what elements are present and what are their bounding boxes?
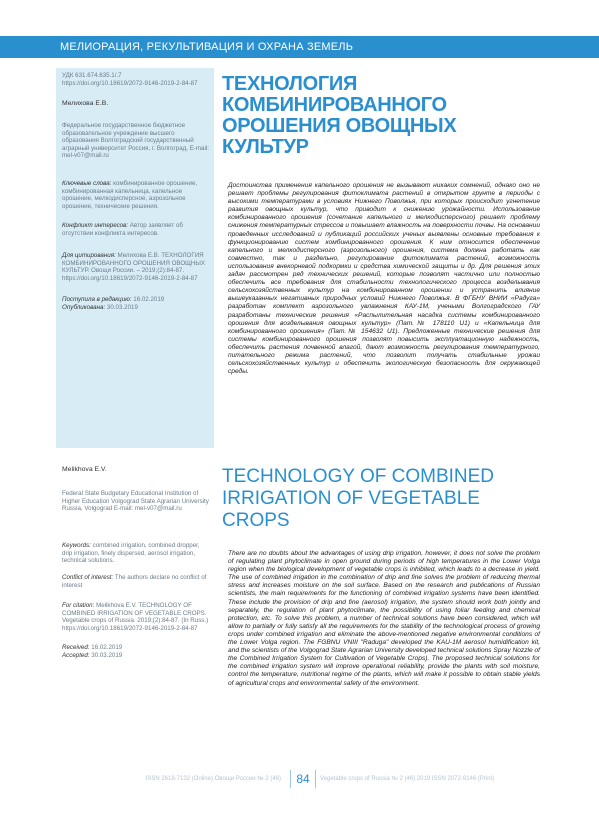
page-footer	[0, 770, 599, 790]
citation-text-en: Melikhova E.V. TECHNOLOGY OF COMBINED IRRIGATION OF VEGETABLE CROPS. Vegetable crops of Russia. 2019;(2):84-87. (In Russ.) https://doi.org/10.18619/2072-9146-2019-2-84-87	[62, 602, 209, 632]
footer-journal-ru: ISSN 2618-7132 (Online) Овощи России № 2 (46)	[145, 776, 281, 782]
udc: УДК 631.674.635.1/.7	[62, 72, 122, 79]
title-en: TECHNOLOGY OF COMBINED IRRIGATION OF VEGETABLE CROPS	[222, 466, 495, 531]
sidebar-ru	[56, 68, 214, 448]
citation-text: Мелихова Е.В. ТЕХНОЛОГИЯ КОМБИНИРОВАННОГО ОРОШЕНИЯ ОВОЩНЫХ КУЛЬТУР. Овощи России. – 2019;(2):84-87. https://doi.org/10.18619/2072-9146-2019-2-84-87	[62, 252, 205, 282]
citation-en	[62, 602, 210, 632]
keywords-en	[62, 542, 210, 565]
keywords-label: Ключевые слова:	[62, 180, 112, 187]
author-ru: Мелихова Е.В.	[62, 100, 109, 107]
citation-label-en: For citation:	[62, 602, 95, 609]
conflict-label-en: Conflict of interest:	[62, 574, 114, 581]
received-ru	[62, 296, 210, 304]
keywords-ru	[62, 180, 210, 210]
affiliation-ru: Федеральное государственное бюджетное образовательное учреждение высшего образования Волгоградский государственный аграрный университет Россия, г. Волгоград, E-mail: mel-v07@mail.ru	[62, 122, 209, 160]
accepted-label: Опубликована:	[62, 304, 106, 311]
abstract-en: There are no doubts about the advantages of using drip irrigation, however, it does not solve the problem of regulating plant phytoclimate in open ground during periods of high temperatures in the Lower Volga region when the biological development of vegetable crops is inhibited, which leads to a decrease in yield. The use of combined irrigation in the combination of drip and fine solves the problem of reducing thermal stress and increases moisture on the soil surface. Based on the research and publications of Russian scientists, the main requirements for the functioning of combined irrigation systems have been identified. These include the provision of drip and fine (aerosol) irrigation, the system should work both jointly and separately, the regulation of plant phytoclimate, the possibility of using foliar feeding and chemical protection, etc. To solve this problem, a number of technical solutions have been considered, which will allow to partially or fully satisfy all the requirements for the stability of the technological process of growing crops under combined irrigation and eliminate the above-mentioned negative environmental conditions of the Lower Volga region. The FGBNU VNIII "Raduga" developed the KAU-1M aerosol humidification kit, and the scientists of the Volgograd State Agrarian University developed technical solutions Spray Nozzle of the Combined Irrigation System for Cultivation of Vegetable Crops). The proposed technical solutions for the combined irrigation system will improve operational reliability, provide the plants with soil moisture, control the temperature, nutritional regime of the plants, which will make it possible to obtain stable yields of agricultural crops and environmental safety of the environment.	[228, 550, 540, 687]
conflict-text-en: The authors declare no conflict of interest	[62, 574, 207, 589]
citation-label: Для цитирования:	[62, 252, 116, 259]
conflict-en	[62, 574, 210, 589]
received-label: Поступила в редакцию:	[62, 296, 132, 303]
received-en	[62, 644, 210, 652]
received-label-en: Received:	[62, 644, 90, 651]
conflict-ru	[62, 222, 210, 237]
accepted-label-en: Accepted:	[62, 652, 90, 659]
accepted-date: 30.03.2019	[106, 304, 138, 311]
received-date-en: 16.02.2019	[91, 644, 123, 651]
conflict-text: Автор заявляет об отсутствии конфликта интересов.	[62, 222, 183, 237]
section-header: МЕЛИОРАЦИЯ, РЕКУЛЬТИВАЦИЯ И ОХРАНА ЗЕМЕЛЬ	[0, 36, 599, 58]
author-en: Melikhova E.V.	[62, 466, 107, 473]
accepted-date-en: 30.03.2019	[91, 652, 123, 659]
title-ru: ТЕХНОЛОГИЯ КОМБИНИРОВАННОГО ОРОШЕНИЯ ОВОЩНЫХ КУЛЬТУР	[222, 73, 457, 158]
page-number: 84	[290, 770, 316, 788]
keywords-text: комбинированное орошение, комбинированная капельница, капельное орошение, мелкодисперсное, аэрозольное орошение, технические решения.	[62, 180, 198, 210]
keywords-text-en: combined irrigation, combined dropper, drip irrigation, finely dispersed, aerosol irrigation, technical solutions.	[62, 542, 200, 565]
conflict-label: Конфликт интересов:	[62, 222, 129, 229]
citation-ru	[62, 252, 210, 282]
affiliation-en: Federal State Budgetary Educational Institution of Higher Education Volgograd State Agrarian University Russia, Volgograd E-mail: mel-v07@mail.ru	[62, 490, 209, 513]
accepted-en	[62, 652, 210, 660]
received-date: 16.02.2019	[133, 296, 165, 303]
keywords-label-en: Keywords:	[62, 542, 91, 549]
doi-link[interactable]: https://doi.org/10.18619/2072-9146-2019-2-84-87	[62, 80, 198, 87]
accepted-ru	[62, 304, 210, 312]
sidebar-en	[56, 458, 214, 688]
footer-journal-en: Vegetable crops of Russia № 2 (46) 2019 ISSN 2072-9146 (Print)	[320, 776, 495, 782]
abstract-ru: Достоинства применения капельного орошения не вызывают никаких сомнений, однако оно не решает проблемы регулирования фитоклимата растений в открытом грунте в периоды с высокими температурами в условиях Нижнего Поволжья, при которых происходит угнетение развития овощных культур, что приводит к снижению урожайности. Использование комбинированного орошения (сочетание капельного и мелкодисперсного) решает проблему снижения температурных стрессов и повышает влажность на поверхности почвы. На основании проведенных исследований и публикаций российских ученых выявлены основные требования к функционированию систем комбинированного орошения. К ним относится обеспечение капельного и мелкодисперсного (аэрозольного) орошения, система должна работать как совместно, так и раздельно, регулирование фитоклимата растений, возможность использования внекорневой подкормки и средства химической защиты и др. Для решения этих задач рассмотрен ряд технических решений, которые позволят частично или полностью обеспечить все требования для стабильности технологического процесса возделывания сельскохозяйственных культур на комбинированном орошении и устранить влияние вышеуказанных негативных природных условий Нижнего Поволжья. В ФГБНУ ВНИИ «Радуга» разработан комплект аэрозольного увлажнения КАУ-1М, учеными Волгоградского ГАУ разработаны технические решения «Распылительная насадка системы комбинированного орошения для возделывания овощных культур» (Пат.№ 178110 U1) и «Капельница для комбинированного орошения» (Пат.№ 154632 U1). Предложенные технические решения для системы комбинированного орошения позволят повысить эксплуатационную надежность, обеспечить растения почвенной влагой, дают возможность регулирования температурного, питательного режима растений, что позволит получать стабильные урожаи сельскохозяйственных культур и обеспечить экологическую безопасность для окружающей среды.	[228, 182, 540, 376]
